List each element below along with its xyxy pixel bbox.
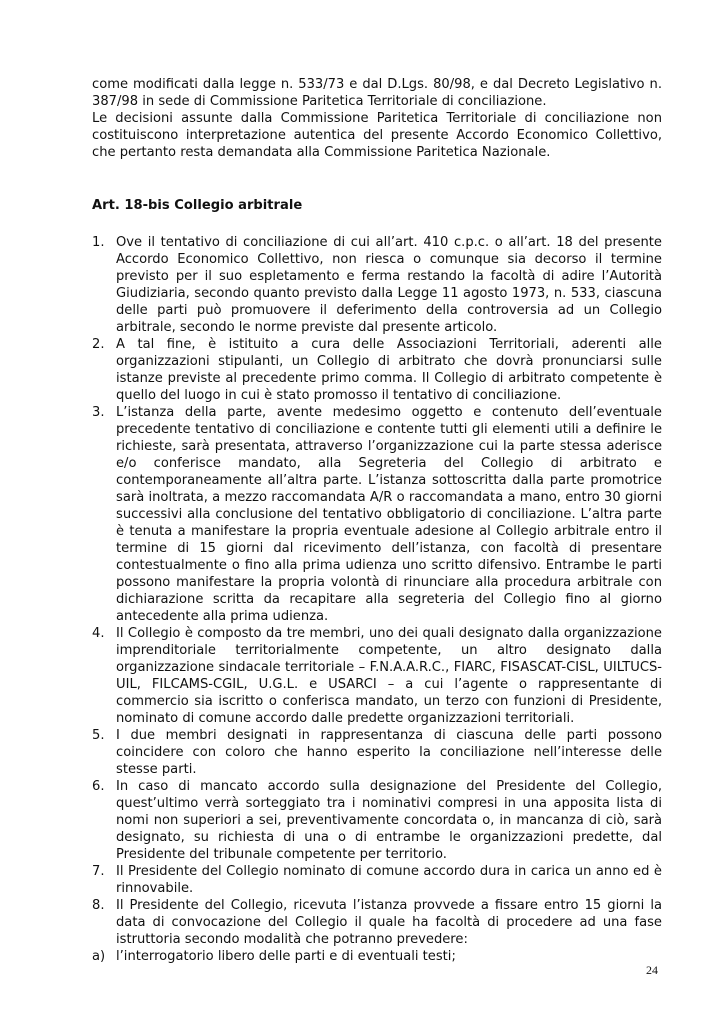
document-page [92,76,662,965]
list-item [92,727,662,778]
item-text: Ove il tentativo di conciliazione di cui all’art. 410 c.p.c. o all’art. 18 del presente Accordo Economico Collettivo, non riesca o comunque sia decorso il termine previsto per il suo espletamento e ferma restando la facoltà di adire l’Autorità Giudiziaria, secondo quanto previsto dalla Legge 11 agosto 1973, n. 533, ciascuna delle parti può promuovere il deferimento della controversia ad un Collegio arbitrale, secondo le norme previste dal presente articolo. [116,235,662,335]
list-item [92,948,662,965]
item-text: l’interrogatorio libero delle parti e di eventuali testi; [116,949,456,964]
article-items-list [92,234,662,965]
item-text: L’istanza della parte, avente medesimo oggetto e contenuto dell’eventuale precedente tentativo di conciliazione e contente tutti gli elementi utili a definire le richieste, sarà presentata, attraverso l’organizzazione cui la parte stessa aderisce e/o conferisce mandato, alla Segreteria del Collegio di arbitrato e contemporaneamente all’altra parte. L’istanza sottoscritta dalla parte promotrice sarà inoltrata, a mezzo raccomandata A/R o raccomandata a mano, entro 30 giorni successivi alla conclusione del tentativo obbligatorio di conciliazione. L’altra parte è tenuta a manifestare la propria eventuale adesione al Collegio arbitrale entro il termine di 15 giorni dal ricevimento dell’istanza, con facoltà di presentare contestualmente o fino alla prima udienza uno scritto difensivo. Entrambe le parti possono manifestare la propria volontà di rinunciare alla procedura arbitrale con dichiarazione scritta da recapitare alla segreteria del Collegio fino al giorno antecedente alla prima udienza. [116,405,662,624]
item-marker: 8. [92,898,105,913]
article-heading: Art. 18-bis Collegio arbitrale [92,198,303,213]
list-item [92,336,662,404]
list-item [92,897,662,948]
intro-paragraph-decisions: Le decisioni assunte dalla Commissione Paritetica Territoriale di conciliazione non costituiscono interpretazione autentica del presente Accordo Economico Collettivo, che pertanto resta demandata alla Commissione Paritetica Nazionale. [92,111,662,160]
page-number: 24 [646,963,658,977]
item-marker: 6. [92,779,105,794]
item-marker: a) [92,949,106,964]
item-text: A tal fine, è istituito a cura delle Associazioni Territoriali, aderenti alle organizzazioni stipulanti, un Collegio di arbitrato che dovrà pronunciarsi sulle istanze previste al precedente primo comma. Il Collegio di arbitrato competente è quello del luogo in cui è stato promosso il tentativo di conciliazione. [116,337,662,403]
item-text: Il Presidente del Collegio, ricevuta l’istanza provvede a fissare entro 15 giorni la data di convocazione del Collegio il quale ha facoltà di procedere ad una fase istruttoria secondo modalità che potranno prevedere: [116,898,662,947]
intro-paragraph-continuation: come modificati dalla legge n. 533/73 e dal D.Lgs. 80/98, e dal Decreto Legislativo n. 387/98 in sede di Commissione Paritetica Territoriale di conciliazione. [92,77,662,109]
item-text: I due membri designati in rappresentanza di ciascuna delle parti possono coincidere con coloro che hanno esperito la conciliazione nell’interesse delle stesse parti. [116,728,662,777]
item-marker: 3. [92,405,105,420]
item-marker: 1. [92,235,105,250]
item-marker: 4. [92,626,105,641]
item-marker: 7. [92,864,105,879]
item-marker: 5. [92,728,105,743]
list-item [92,863,662,897]
item-marker: 2. [92,337,105,352]
item-text: In caso di mancato accordo sulla designazione del Presidente del Collegio, quest’ultimo verrà sorteggiato tra i nominativi compresi in una apposita lista di nomi non superiori a sei, preventivamente concordata o, in mancanza di ciò, sarà designato, su richiesta di una o di entrambe le organizzazioni predette, dal Presidente del tribunale competente per territorio. [116,779,662,862]
list-item [92,234,662,336]
list-item [92,404,662,625]
list-item [92,625,662,727]
list-item [92,778,662,863]
item-text: Il Presidente del Collegio nominato di comune accordo dura in carica un anno ed è rinnovabile. [116,864,662,896]
item-text: Il Collegio è composto da tre membri, uno dei quali designato dalla organizzazione imprenditoriale territorialmente competente, un altro designato dalla organizzazione sindacale territoriale – F.N.A.A.R.C., FIARC, FISASCAT-CISL, UILTUCS-UIL, FILCAMS-CGIL, U.G.L. e USARCI – a cui l’agente o rappresentante di commercio sia iscritto o conferisca mandato, un terzo con funzioni di Presidente, nominato di comune accordo dalle predette organizzazioni territoriali. [116,626,662,726]
